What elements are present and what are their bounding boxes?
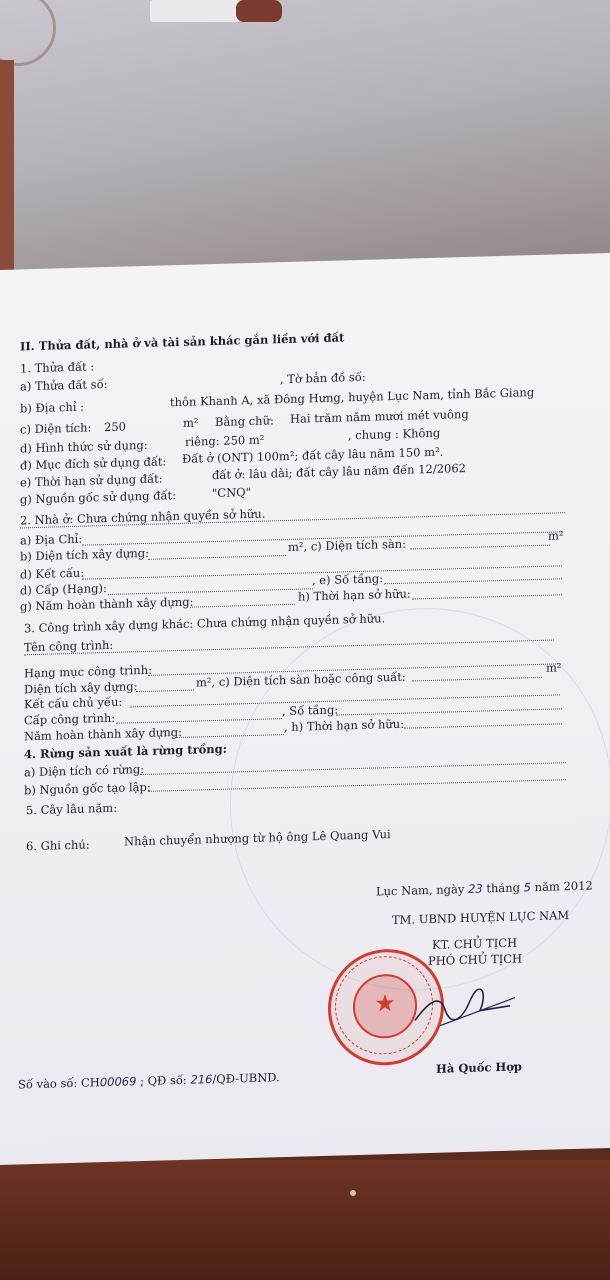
notes-heading: 6. Ghi chú: xyxy=(26,837,90,854)
map-sheet-label: , Tờ bản đồ số: xyxy=(280,369,366,387)
address-value: thôn Khanh A, xã Đông Hưng, huyện Lục Nam, tỉnh Bắc Giang xyxy=(170,385,535,410)
house-m2: m² xyxy=(548,528,564,543)
registry-line xyxy=(18,1070,280,1091)
house-address-label: a) Địa Chỉ: xyxy=(20,531,83,548)
other-works-completion-label: Năm hoàn thành xây dựng: xyxy=(24,724,182,744)
use-form-private: riêng: 250 m² xyxy=(185,432,265,449)
background-edge xyxy=(0,60,14,300)
other-works-floor-area-label: m², c) Diện tích sàn hoặc công suất: xyxy=(196,669,406,690)
perennial-heading: 5. Cây lâu năm: xyxy=(26,800,118,818)
use-form-label: d) Hình thức sử dụng: xyxy=(20,437,148,456)
address-label: b) Địa chỉ : xyxy=(20,399,85,416)
registry-decision-no: 216 xyxy=(190,1072,213,1087)
house-floor-area-label: m², c) Diện tích sàn: xyxy=(288,536,407,554)
signature-mark xyxy=(410,987,520,1030)
certificate-content xyxy=(0,253,610,1165)
house-ownership-term-line xyxy=(412,594,562,599)
other-works-structure-label: Kết cấu chủ yếu: xyxy=(24,694,123,712)
desk-spot xyxy=(350,1190,356,1196)
house-heading: 2. Nhà ở: Chưa chứng nhận quyền sở hữu. xyxy=(20,506,266,528)
section-title: II. Thửa đất, nhà ở và tài sản khác gắn liền với đất xyxy=(20,330,345,354)
other-works-ownership-term-line xyxy=(404,723,562,728)
place-date-prefix: Lục Nam, ngày xyxy=(376,882,465,899)
other-works-built-area-label: Diện tích xây dựng: xyxy=(24,679,138,697)
signer-title: PHÓ CHỦ TỊCH xyxy=(428,951,523,969)
origin-label: g) Nguồn gốc sử dụng đất: xyxy=(20,488,176,507)
other-works-built-area-line xyxy=(136,690,194,693)
house-floors-label: , e) Số tầng: xyxy=(312,571,384,588)
on-behalf: KT. CHỦ TỊCH xyxy=(432,935,518,952)
use-form-shared: , chung : Không xyxy=(348,425,441,443)
other-works-m2: m² xyxy=(546,660,562,675)
parcel-label: a) Thửa đất số: xyxy=(20,376,108,394)
other-works-grade-line xyxy=(116,718,282,724)
notes-value: Nhận chuyển nhượng từ hộ ông Lê Quang Vui xyxy=(124,827,391,849)
other-works-item-label: Hạng mục công trình: xyxy=(24,662,152,681)
other-works-heading: 3. Công trình xây dựng khác: Chưa chứng nhận quyền sở hữu. xyxy=(24,611,386,636)
forest-area-label: a) Diện tích có rừng: xyxy=(24,761,145,780)
date-year: năm 2012 xyxy=(534,878,593,895)
origin-value: "CNQ" xyxy=(212,484,251,501)
registry-decision-label: ; QĐ số: xyxy=(140,1072,187,1089)
other-works-structure-line xyxy=(130,694,560,707)
area-words-value: Hai trăm năm mươi mét vuông xyxy=(290,406,469,426)
registry-book-no: 00069 xyxy=(99,1074,137,1090)
other-works-ownership-term-label: , h) Thời hạn sở hữu: xyxy=(284,716,405,735)
authority: TM. UBND HUYỆN LỤC NAM xyxy=(392,908,570,928)
forest-heading: 4. Rừng sản xuất là rừng trồng: xyxy=(24,741,227,762)
house-grade-label: d) Cấp (Hạng): xyxy=(20,581,107,598)
area-unit: m² xyxy=(183,415,199,430)
area-label: c) Diện tích: xyxy=(20,420,92,437)
purpose-label: đ) Mục đích sử dụng đất: xyxy=(20,454,167,473)
house-completion-label: g) Năm hoàn thành xây dựng: xyxy=(20,594,194,614)
term-value: đất ở: lâu dài; đất cây lâu năm đến 12/2062 xyxy=(212,460,466,483)
other-works-grade-label: Cấp công trình: xyxy=(24,710,116,728)
signer-name: Hà Quốc Hợp xyxy=(436,1059,522,1076)
house-completion-line xyxy=(190,604,295,608)
light-reflection xyxy=(150,0,240,22)
term-label: e) Thời hạn sử dụng đất: xyxy=(20,471,163,490)
star-icon: ★ xyxy=(374,988,396,1018)
background-object xyxy=(236,0,282,22)
land-heading: 1. Thửa đất : xyxy=(20,359,95,376)
other-works-floor-area-line xyxy=(412,677,542,682)
certificate-page xyxy=(0,253,610,1165)
date-day: 23 xyxy=(468,881,483,896)
background-ring xyxy=(0,0,56,66)
date-month: 5 xyxy=(523,880,531,895)
forest-origin-line xyxy=(148,779,566,792)
house-structure-label: d) Kết cấu: xyxy=(20,565,85,582)
house-built-area-line xyxy=(148,555,286,560)
house-built-area-label: b) Diện tích xây dựng: xyxy=(20,545,149,564)
desk-surface xyxy=(0,1160,610,1280)
registry-decision-suffix: /QĐ-UBND. xyxy=(212,1070,280,1087)
other-works-floors-label: , Số tầng: xyxy=(282,702,339,719)
other-works-name-label: Tên công trình: xyxy=(24,637,114,655)
purpose-value: Đất ở (ONT) 100m²; đất cây lâu năm 150 m². xyxy=(182,444,444,466)
area-value: 250 xyxy=(104,419,126,435)
house-ownership-term-label: h) Thời hạn sở hữu: xyxy=(298,586,411,604)
forest-area-line xyxy=(140,762,566,775)
other-works-completion-line xyxy=(176,734,284,738)
registry-book-label: Số vào số: CH xyxy=(18,1075,100,1092)
house-floor-area-line xyxy=(410,545,550,550)
date-line xyxy=(376,878,593,898)
house-grade-line xyxy=(108,588,313,595)
house-floors-line xyxy=(384,578,562,584)
area-words-label: Bằng chữ: xyxy=(215,413,274,429)
month-label: tháng xyxy=(486,880,521,896)
other-works-floors-line xyxy=(336,708,562,715)
forest-origin-label: b) Nguồn gốc tạo lập: xyxy=(24,779,151,798)
